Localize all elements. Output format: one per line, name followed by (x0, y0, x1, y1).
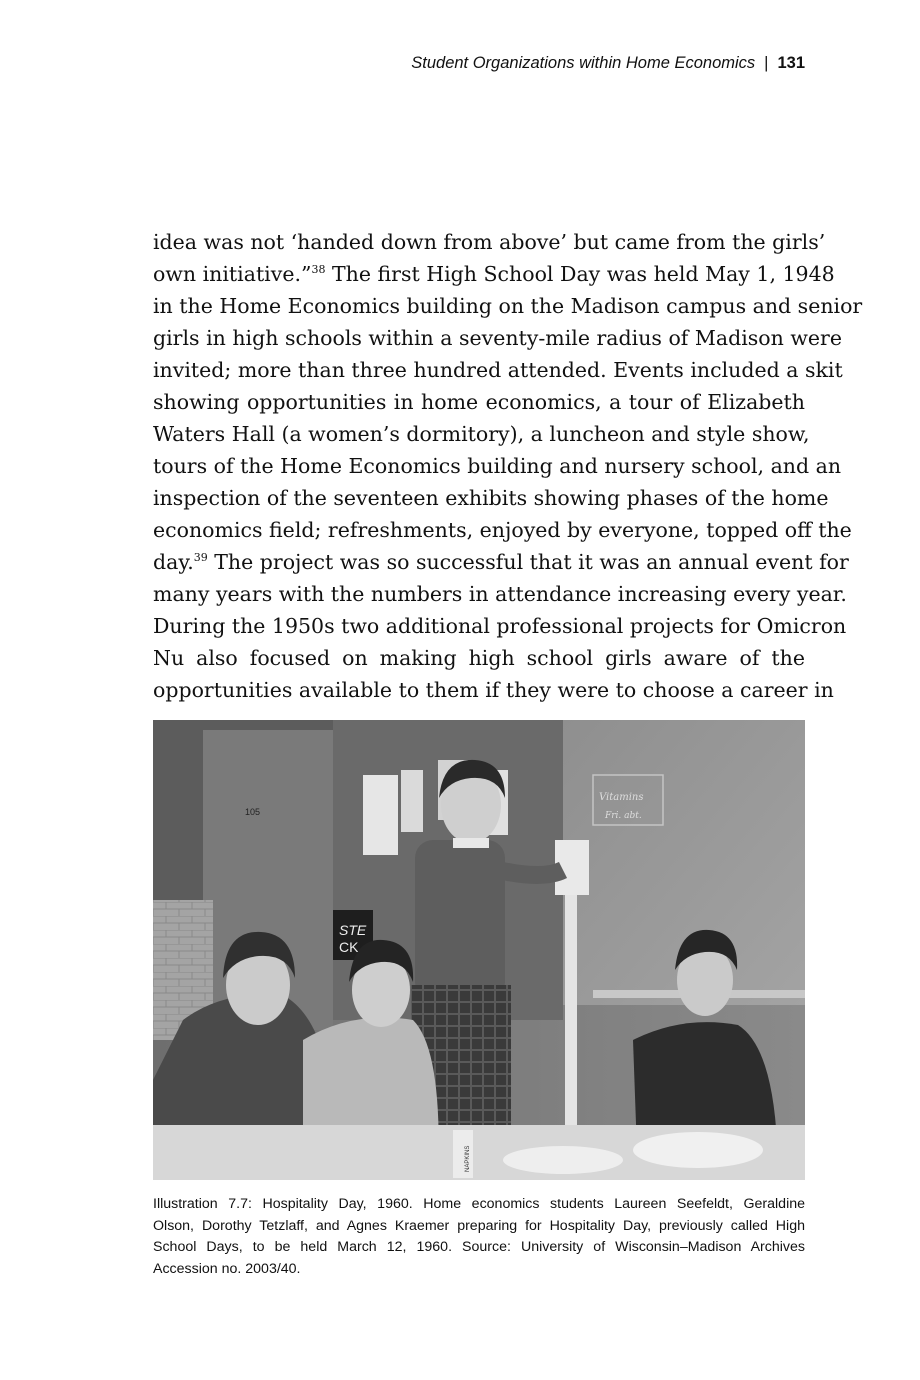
chalk-text-1: Vitamins (599, 792, 644, 803)
body-line: in the Home Economics building on the Madison campus and senior (153, 294, 863, 318)
wall-sign-text-2: CK (339, 939, 359, 955)
caption-line: Olson, Dorothy Tetzlaff, and Agnes Kraemer preparing for Hospitality Day, previously called High (153, 1217, 805, 1234)
plate (503, 1146, 623, 1174)
body-line: own initiative.”$^{38}$ The first High School Day was held May 1, 1948 (153, 262, 835, 286)
caption-line: School Days, to be held March 12, 1960. Source: University of Wisconsin–Madison Archives (153, 1239, 805, 1255)
body-line: girls in high schools within a seventy-mile radius of Madison were (153, 326, 842, 350)
footnote-ref-39: 39 (193, 551, 208, 564)
scale-pole (565, 860, 577, 1140)
photo-scene (153, 720, 805, 1180)
chalk-text-2: Fri. abt. (605, 811, 642, 821)
header-separator: | (764, 54, 769, 72)
body-paragraph (153, 226, 863, 706)
body-line: many years with the numbers in attendance increasing every year. (153, 582, 847, 606)
napkin-box-label: NAPKINS (465, 1145, 471, 1172)
body-line: opportunities available to them if they were to choose a career in (153, 678, 834, 702)
caption-line: Illustration 7.7: Hospitality Day, 1960. Home economics students Laureen Seefeldt, Geraldine (153, 1196, 805, 1212)
notice-paper (363, 775, 398, 855)
body-line: idea was not ‘handed down from above’ but came from the girls’ (153, 230, 826, 254)
notice-paper (401, 770, 423, 832)
body-line: showing opportunities in home economics, a tour of Elizabeth (153, 390, 805, 414)
footnote-ref-38: 38 (311, 263, 326, 276)
body-line: invited; more than three hundred attended. Events included a skit (153, 358, 843, 382)
wall-sign-text-1: STE (339, 922, 367, 938)
running-title: Student Organizations within Home Economics (411, 54, 756, 72)
illustration-photo (153, 720, 805, 1180)
body-line: Nu also focused on making high school girls aware of the (153, 646, 805, 670)
body-line: economics field; refreshments, enjoyed by everyone, topped off the (153, 518, 852, 542)
plate (633, 1132, 763, 1168)
caption-line: Accession no. 2003/40. (153, 1260, 301, 1277)
body-line: During the 1950s two additional professional projects for Omicron (153, 614, 847, 638)
body-line: inspection of the seventeen exhibits showing phases of the home (153, 486, 829, 510)
page-number: 131 (777, 54, 805, 72)
door-number: 105 (245, 807, 261, 817)
body-line: tours of the Home Economics building and nursery school, and an (153, 454, 842, 478)
figure-caption (153, 1194, 805, 1280)
body-line: day.$^{39}$ The project was so successful that it was an annual event for (153, 550, 849, 574)
body-line: Waters Hall (a women’s dormitory), a luncheon and style show, (153, 422, 810, 446)
running-head (411, 54, 805, 73)
